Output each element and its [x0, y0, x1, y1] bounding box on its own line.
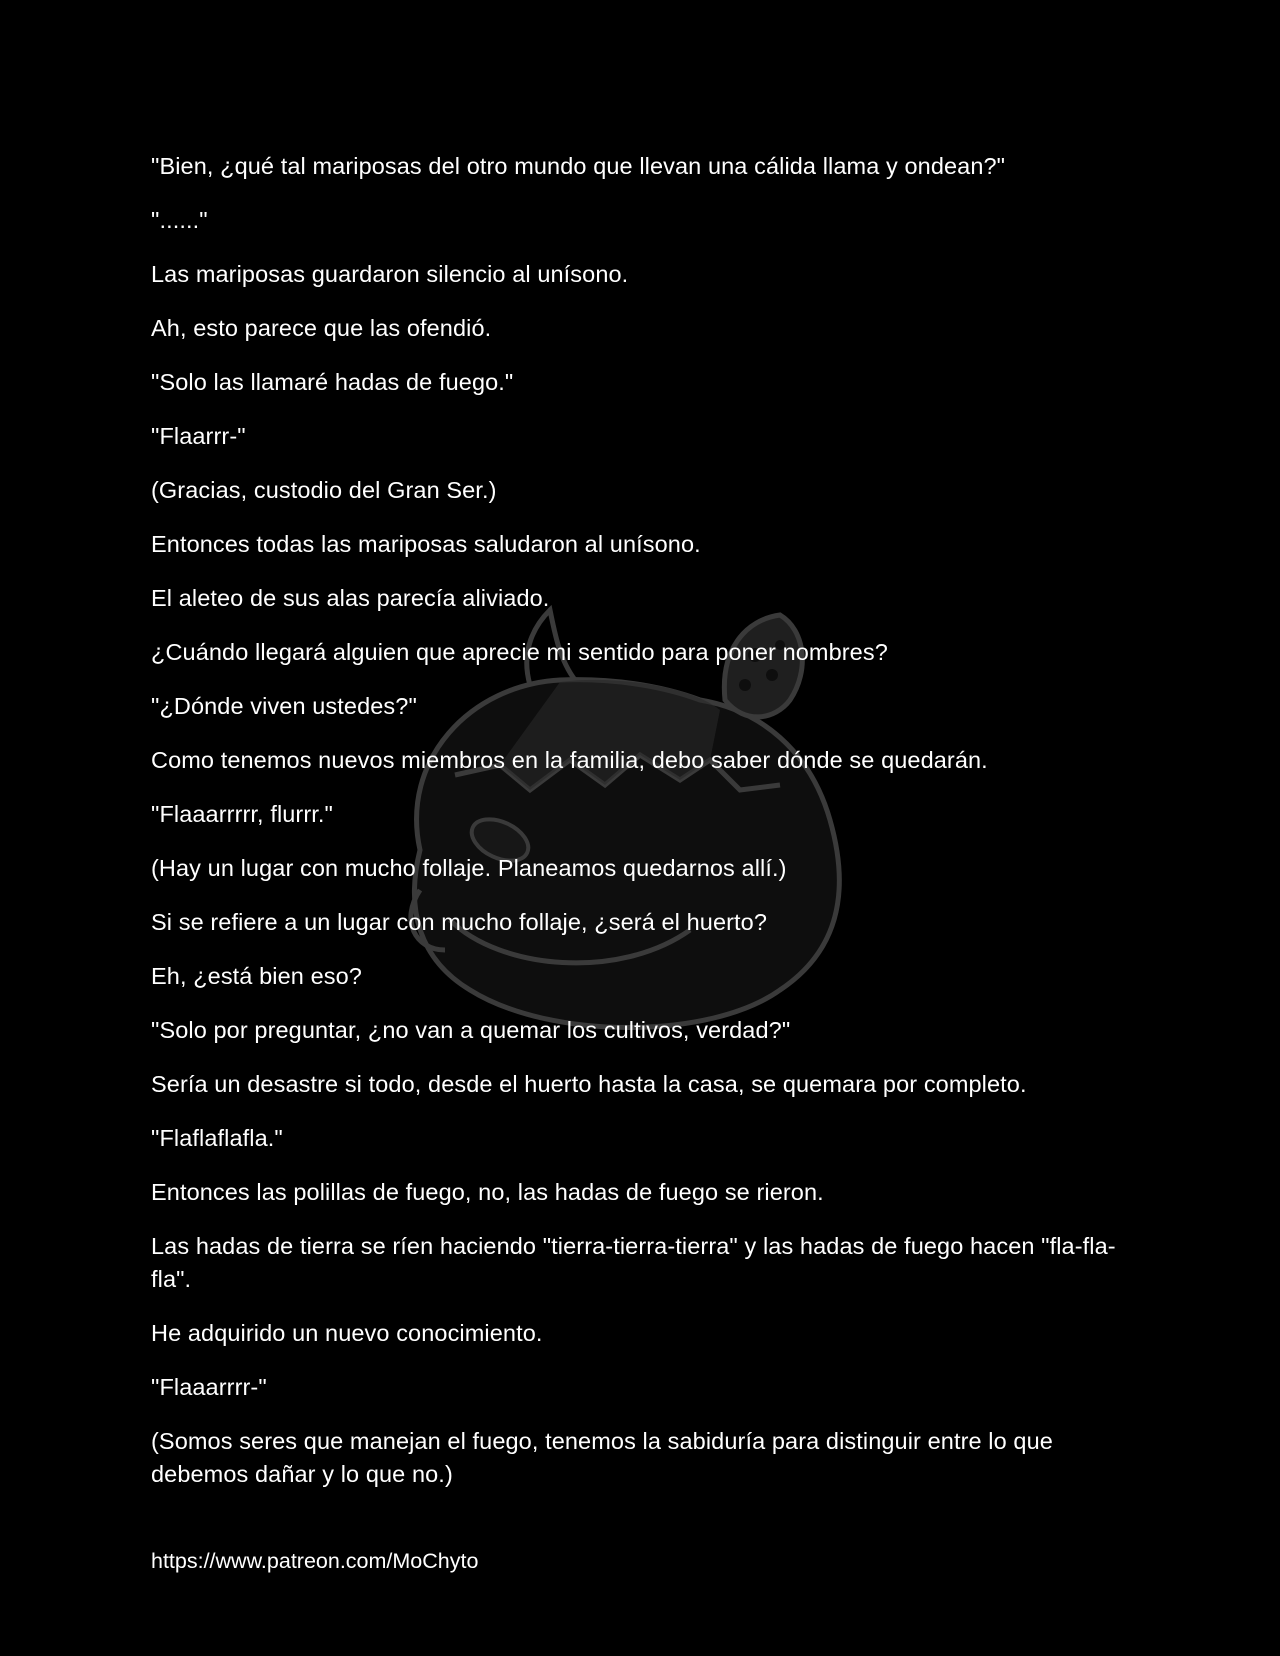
paragraph: He adquirido un nuevo conocimiento. — [151, 1320, 543, 1346]
paragraph: "Solo las llamaré hadas de fuego." — [151, 369, 514, 395]
paragraph: "Flaflaflafla." — [151, 1125, 283, 1151]
paragraph: "¿Dónde viven ustedes?" — [151, 693, 417, 719]
paragraph: "Bien, ¿qué tal mariposas del otro mundo que llevan una cálida llama y ondean?" — [151, 153, 1006, 179]
paragraph: Si se refiere a un lugar con mucho follaje, ¿será el huerto? — [151, 909, 768, 935]
paragraph: (Hay un lugar con mucho follaje. Planeamos quedarnos allí.) — [151, 855, 787, 881]
paragraph: (Somos seres que manejan el fuego, tenemos la sabiduría para distinguir entre lo que debemos dañar y lo que no.) — [151, 1428, 1053, 1487]
paragraph: "Solo por preguntar, ¿no van a quemar los cultivos, verdad?" — [151, 1017, 791, 1043]
paragraph: "......" — [151, 207, 208, 233]
paragraph: Sería un desastre si todo, desde el huerto hasta la casa, se quemara por completo. — [151, 1071, 1027, 1097]
paragraph: Como tenemos nuevos miembros en la familia, debo saber dónde se quedarán. — [151, 747, 988, 773]
paragraph: "Flaaarrrr-" — [151, 1374, 267, 1400]
paragraph: Eh, ¿está bien eso? — [151, 963, 362, 989]
paragraph: Entonces todas las mariposas saludaron al unísono. — [151, 531, 701, 557]
paragraph: "Flaarrr-" — [151, 423, 246, 449]
paragraph: El aleteo de sus alas parecía aliviado. — [151, 585, 550, 611]
text-body — [151, 150, 1131, 1512]
paragraph: ¿Cuándo llegará alguien que aprecie mi sentido para poner nombres? — [151, 639, 888, 665]
paragraph: (Gracias, custodio del Gran Ser.) — [151, 477, 497, 503]
paragraph: Las mariposas guardaron silencio al unísono. — [151, 261, 629, 287]
paragraph: Las hadas de tierra se ríen haciendo "tierra-tierra-tierra" y las hadas de fuego hacen "fla-fla-fla". — [151, 1233, 1116, 1292]
paragraph: Entonces las polillas de fuego, no, las hadas de fuego se rieron. — [151, 1179, 824, 1205]
paragraph: Ah, esto parece que las ofendió. — [151, 315, 492, 341]
paragraph: "Flaaarrrrr, flurrr." — [151, 801, 333, 827]
patreon-link[interactable]: https://www.patreon.com/MoChyto — [151, 1549, 479, 1573]
